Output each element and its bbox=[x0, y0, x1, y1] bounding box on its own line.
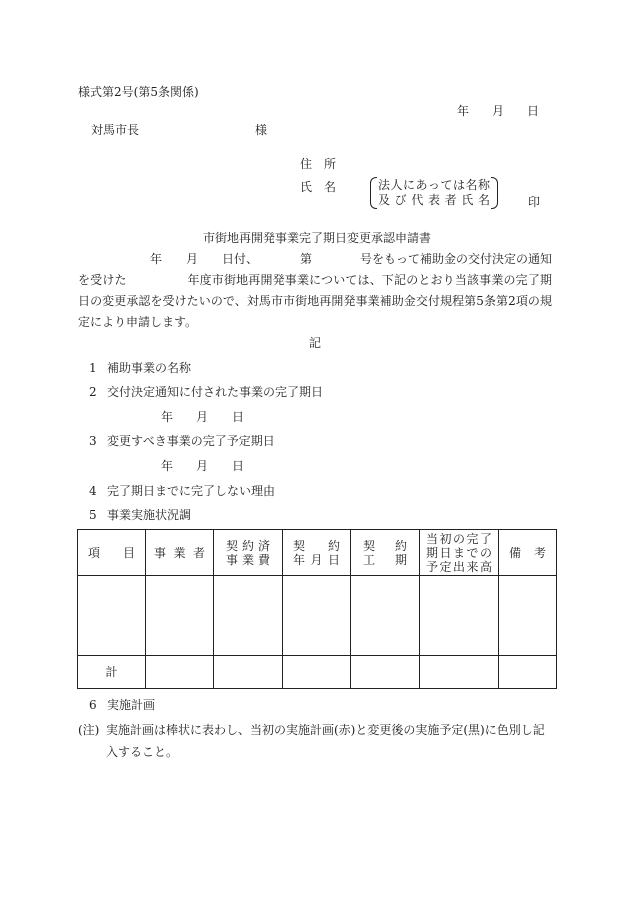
item2-label: 交付決定通知に付された事業の完了期日 bbox=[107, 385, 324, 399]
date-year: 年 bbox=[457, 104, 470, 118]
item2-month: 月 bbox=[196, 410, 209, 424]
header-contract-cost: 契約済 事業費 bbox=[214, 530, 283, 576]
item3-day: 日 bbox=[232, 459, 245, 473]
item3-year: 年 bbox=[161, 459, 174, 473]
item4-number: 4 bbox=[89, 484, 97, 498]
table-header-row bbox=[78, 530, 557, 576]
item1-label: 補助事業の名称 bbox=[107, 361, 192, 375]
corporation-note-line1: 法人にあっては名称 bbox=[378, 178, 490, 192]
header-contract-date: 契 約 年月日 bbox=[283, 530, 351, 576]
item3-label: 変更すべき事業の完了予定期日 bbox=[107, 434, 275, 448]
item2-number: 2 bbox=[89, 385, 97, 399]
table-cell bbox=[283, 656, 351, 689]
header-item: 項 目 bbox=[78, 530, 146, 576]
table-cell bbox=[214, 576, 283, 656]
item2-year: 年 bbox=[161, 410, 174, 424]
seal-mark: 印 bbox=[528, 195, 541, 209]
date-month: 月 bbox=[492, 104, 505, 118]
table-total-row bbox=[78, 656, 557, 689]
table-cell bbox=[78, 576, 146, 656]
left-bracket bbox=[370, 177, 377, 209]
item4-label: 完了期日までに完了しない理由 bbox=[107, 484, 276, 498]
item2-day: 日 bbox=[232, 410, 245, 424]
document-title: 市街地再開発事業完了期日変更承認申請書 bbox=[203, 231, 432, 245]
corporation-note bbox=[370, 176, 498, 208]
corporation-note-line2: 及び代表者氏名 bbox=[378, 193, 490, 207]
name-label: 氏 名 bbox=[300, 180, 337, 194]
footnote-text: 実施計画は棒状に表わし、当初の実施計画(赤)と変更後の実施予定(黒)に色別し記入すること。 bbox=[106, 723, 545, 759]
total-label: 計 bbox=[78, 656, 146, 689]
footnote-head: (注) bbox=[78, 723, 100, 737]
table-cell bbox=[420, 656, 499, 689]
item3-number: 3 bbox=[89, 434, 97, 448]
item5-number: 5 bbox=[89, 508, 97, 522]
table-cell bbox=[146, 576, 214, 656]
header-remarks: 備 考 bbox=[499, 530, 557, 576]
item3-month: 月 bbox=[196, 459, 209, 473]
honorific: 様 bbox=[255, 123, 268, 137]
table-cell bbox=[351, 576, 420, 656]
form-number: 様式第2号(第5条関係) bbox=[78, 85, 199, 99]
table-cell bbox=[283, 576, 351, 656]
ki-heading: 記 bbox=[309, 336, 322, 350]
header-operator: 事業者 bbox=[146, 530, 214, 576]
table-cell bbox=[499, 576, 557, 656]
header-planned-progress: 当初の完了 期日までの 予定出来高 bbox=[420, 530, 499, 576]
date-day: 日 bbox=[527, 104, 540, 118]
table-cell bbox=[499, 656, 557, 689]
header-contract-period: 契 約 工 期 bbox=[351, 530, 420, 576]
item6-label: 実施計画 bbox=[107, 698, 156, 712]
body-paragraph: 年 月 日付、 第 号をもって補助金の交付決定の通知を受けた 年度市街地再開発事業については、下記のとおり当該事業の完了期日の変更承認を受けたいので、対馬市市街地再開発事業補助金交付規程第5条第2項の規定により申請します。 bbox=[78, 252, 553, 329]
table-cell bbox=[420, 576, 499, 656]
status-table bbox=[77, 529, 557, 689]
item6-number: 6 bbox=[89, 698, 97, 712]
table-cell bbox=[146, 656, 214, 689]
footnote bbox=[78, 719, 552, 763]
addressee: 対馬市長 bbox=[91, 123, 140, 137]
address-label: 住 所 bbox=[300, 157, 337, 171]
table-row bbox=[78, 576, 557, 656]
table-cell bbox=[351, 656, 420, 689]
item1-number: 1 bbox=[89, 361, 97, 375]
table-cell bbox=[214, 656, 283, 689]
right-bracket bbox=[491, 177, 498, 209]
item5-label: 事業実施状況調 bbox=[107, 508, 192, 522]
